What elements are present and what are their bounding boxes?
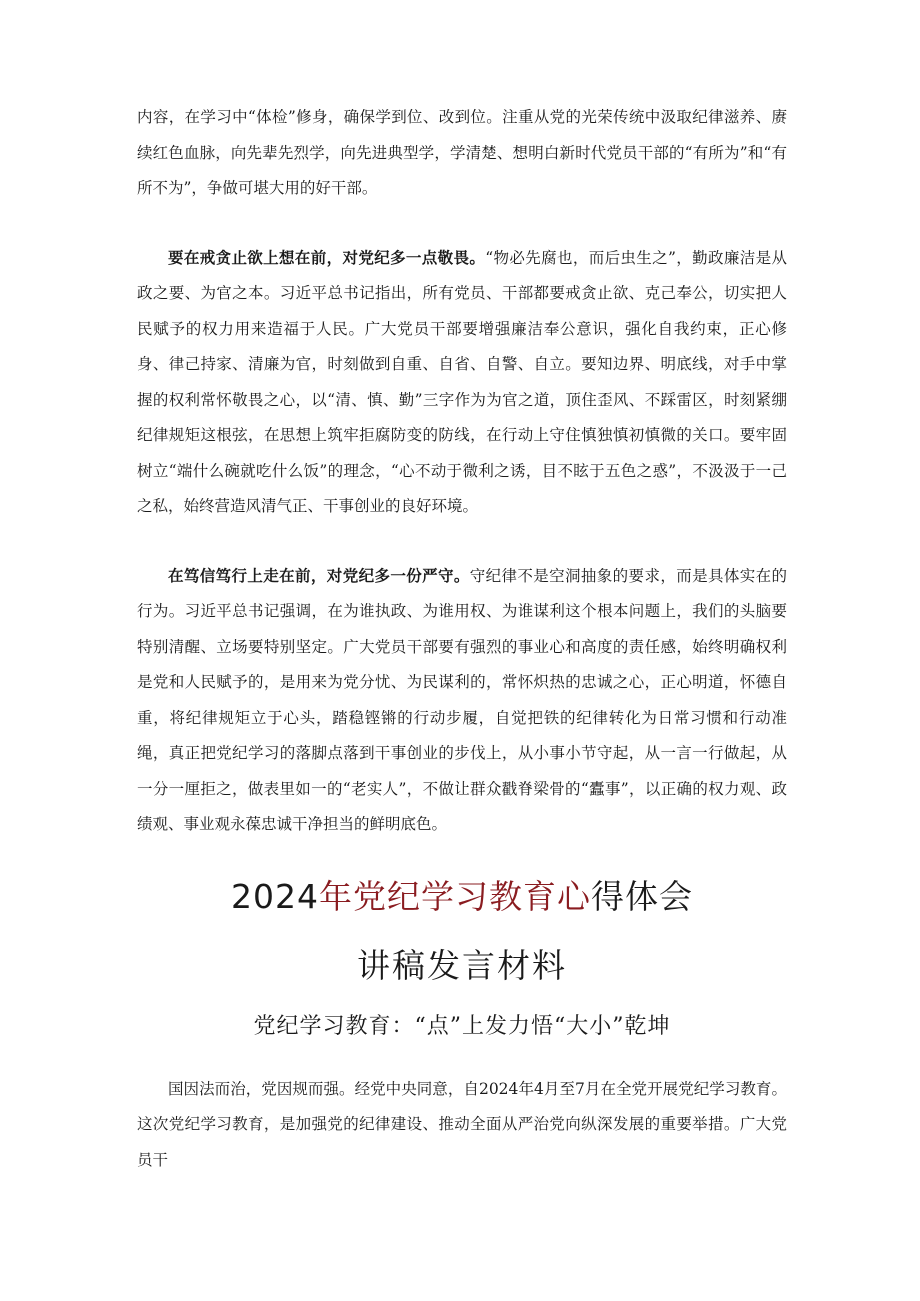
title-red-part: 年党纪学习教育心: [318, 876, 591, 916]
paragraph-2: [137, 240, 787, 525]
document-title-line-2: 讲稿发言材料: [357, 945, 567, 985]
paragraph-2-lead: 要在戒贪止欲上想在前，对党纪多一点敬畏。: [168, 247, 486, 267]
paragraph-2-body: “物必先腐也，而后虫生之”，勤政廉洁是从政之要、为官之本。习近平总书记指出，所有党员、干部都要戒贪止欲、克己奉公，切实把人民赋予的权力用来造福于人民。广大党员干部要增强廉洁奉公意识，强化自我约束，正心修身、律己持家、清廉为官，时刻做到自重、自省、自警、自立。要知边界、明底线，对手中掌握的权利常怀敬畏之心，以“清、慎、勤”三字作为为官之道，顶住歪风、不踩雷区，时刻紧绷纪律规矩这根弦，在思想上筑牢拒腐防变的防线，在行动上守住慎独慎初慎微的关口。要牢固树立“端什么碗就吃什么饭”的理念，“心不动于微利之诱，目不眩于五色之惑”，不汲汲于一己之私，始终营造风清气正、干事创业的良好环境。: [137, 248, 787, 515]
title-black-part: 得体会: [590, 876, 693, 916]
paragraph-1: 内容，在学习中“体检”修身，确保学到位、改到位。注重从党的光荣传统中汲取纪律滋养、赓续红色血脉，向先辈先烈学，向先进典型学，学清楚、想明白新时代党员干部的“有所为”和“有所不为”，争做可堪大用的好干部。: [137, 108, 787, 197]
paragraph-gap: [137, 207, 787, 240]
document-page: [137, 100, 787, 1178]
document-subtitle: 党纪学习教育：“点”上发力悟“大小”乾坤: [253, 1013, 671, 1039]
paragraph-gap: [137, 525, 787, 558]
paragraph-3-lead: 在笃信笃行上走在前，对党纪多一份严守。: [168, 565, 470, 585]
paragraph-3-body: 守纪律不是空洞抽象的要求，而是具体实在的行为。习近平总书记强调，在为谁执政、为谁用权、为谁谋利这个根本问题上，我们的头脑要特别清醒、立场要特别坚定。广大党员干部要有强烈的事业心和高度的责任感，始终明确权利是党和人民赋予的，是用来为党分忧、为民谋利的，常怀炽热的忠诚之心，正心明道，怀德自重，将纪律规矩立于心头，踏稳铿锵的行动步履，自觉把铁的纪律转化为日常习惯和行动准绳，真正把党纪学习的落脚点落到干事创业的步伐上，从小事小节守起，从一言一行做起，从一分一厘拒之，做表里如一的“老实人”，不做让群众戳脊梁骨的“蠹事”，以正确的权力观、政绩观、事业观永葆忠诚干净担当的鲜明底色。: [137, 566, 787, 833]
title-year: 2024: [231, 876, 319, 916]
subtitle-gap: [137, 1044, 787, 1072]
paragraph-4: 国因法而治，党因规而强。经党中央同意，自2024年4月至7月在全党开展党纪学习教育。这次党纪学习教育，是加强党的纪律建设、推动全面从严治党向纵深发展的重要举措。广大党员干: [137, 1079, 787, 1169]
document-title: [137, 875, 787, 919]
paragraph-3: [137, 558, 787, 843]
